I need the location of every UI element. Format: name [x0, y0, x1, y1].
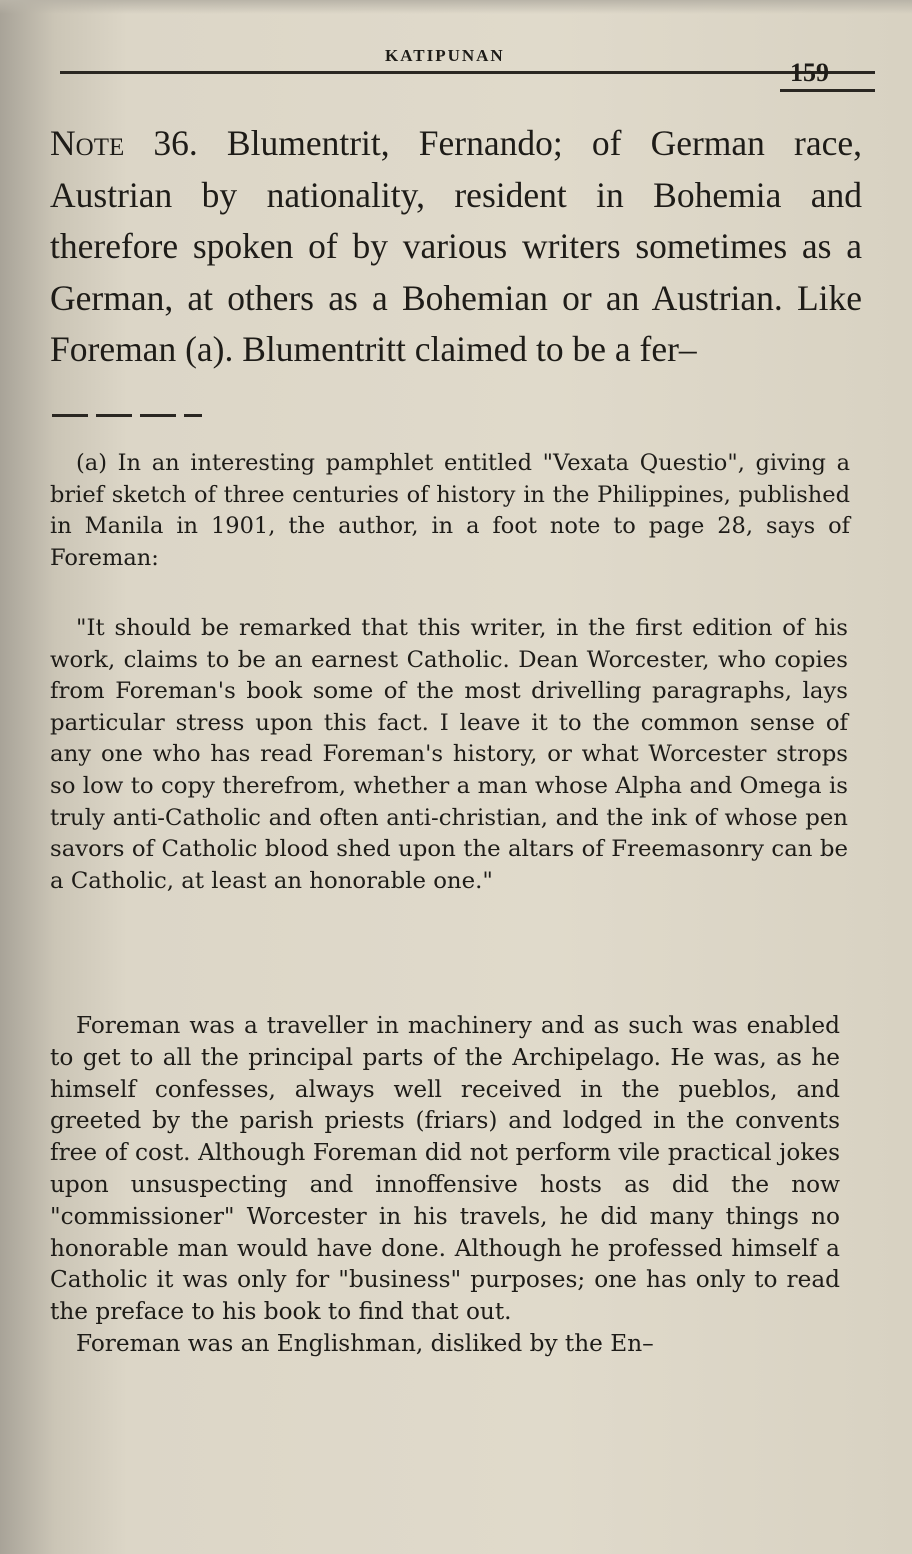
- body-paragraph-2: Foreman was an Englishman, disliked by the En–: [76, 1329, 654, 1357]
- note-text: Blumentrit, Fernando; of German race, Austrian by nationality, resident in Bohemia and therefore spoken of by various writers sometimes as a German, at others as a Bohemian or an Austrian. Like Foreman (a). Blumentritt claimed to be a fer–: [50, 123, 863, 369]
- note-label: Note 36.: [50, 123, 198, 163]
- page-top-edge: [0, 0, 912, 14]
- running-title: KATIPUNAN: [385, 46, 505, 65]
- footnote-separator: [52, 414, 202, 417]
- body-text: [50, 1010, 840, 1360]
- footnote-marker: (a): [76, 450, 107, 476]
- footnote-text: In an interesting pamphlet entitled "Vexata Questio", giving a brief sketch of three centuries of history in the Philippines, published in Manila in 1901, the author, in a foot note to page 28, says of Foreman:: [50, 450, 850, 571]
- body-paragraph-1: Foreman was a traveller in machinery and as such was enabled to get to all the principal parts of the Archipelago. He was, as he himself confesses, always well received in the pueblos, and greeted by the parish priests (friars) and lodged in the convents free of cost. Although Foreman did not perform vile practical jokes upon unsuspecting and innoffensive hosts as did the now "commissioner" Worcester in his travels, he did many things no honorable man would have done. Although he professed himself a Catholic it was only for "business" purposes; one has only to read the preface to his book to find that out.: [50, 1012, 840, 1326]
- footnote-paragraph: [50, 448, 850, 574]
- page-number: 159: [790, 58, 829, 87]
- page-number-rule: [780, 89, 875, 92]
- running-header: [60, 44, 875, 94]
- header-rule: [60, 71, 875, 74]
- note-paragraph: [50, 118, 862, 376]
- quoted-paragraph: [50, 613, 848, 897]
- quote-text: "It should be remarked that this writer, in the first edition of his work, claims to be an earnest Catholic. Dean Worcester, who copies from Foreman's book some of the most drivelling paragraphs, lays particular stress upon this fact. I leave it to the common sense of any one who has read Foreman's history, or what Worcester strops so low to copy therefrom, whether a man whose Alpha and Omega is truly anti-Catholic and often anti-christian, and the ink of whose pen savors of Catholic blood shed upon the altars of Freemasonry can be a Catholic, at least an honorable one.": [50, 615, 848, 894]
